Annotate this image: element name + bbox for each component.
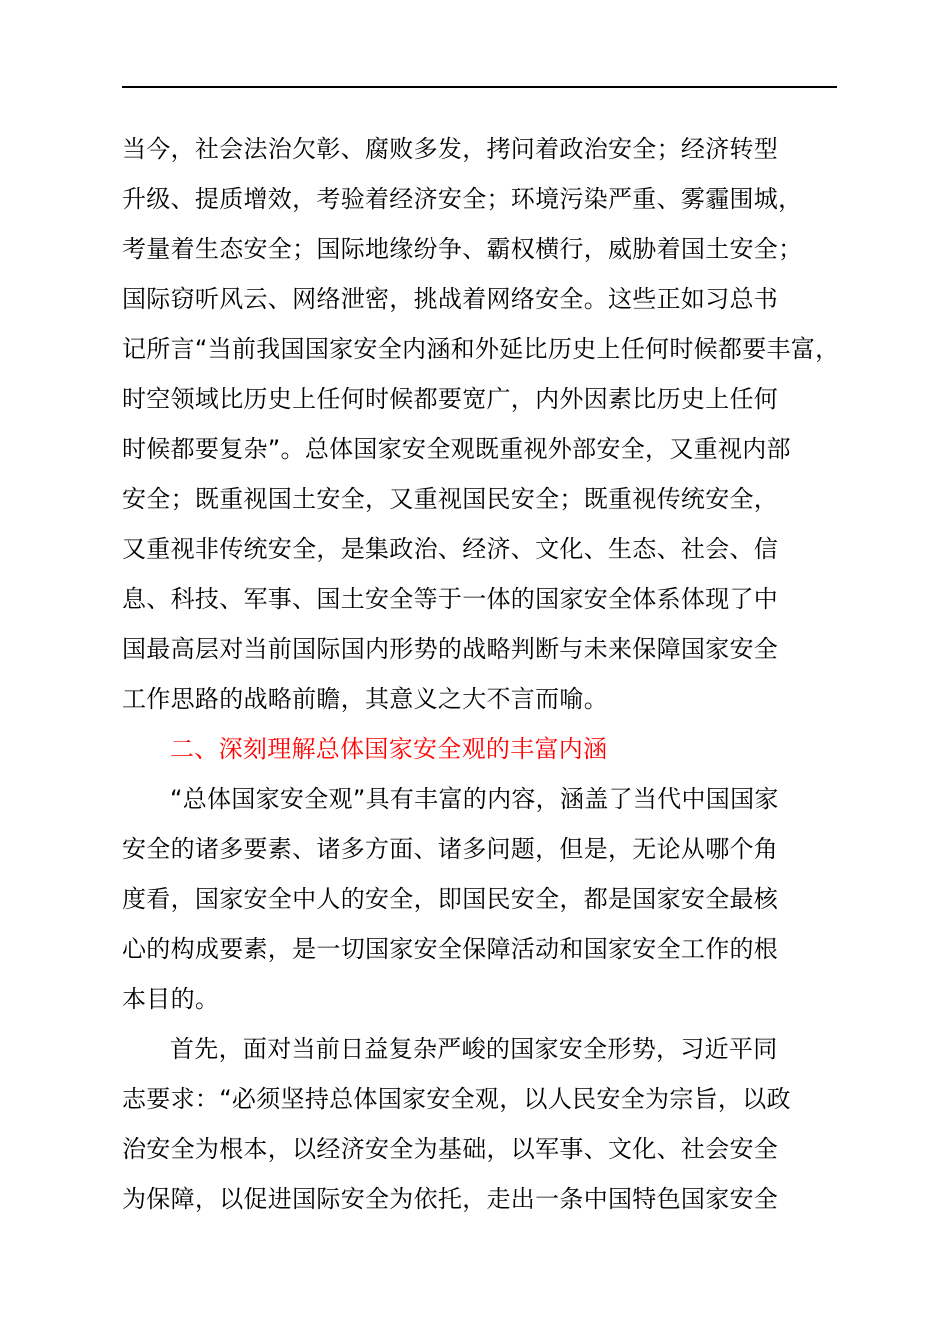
section-heading: 二、深刻理解总体国家安全观的丰富内涵 <box>170 735 608 763</box>
text-line: 工作思路的战略前瞻，其意义之大不言而喻。 <box>122 685 608 713</box>
text-line: 息、科技、军事、国土安全等于一体的国家安全体系体现了中 <box>122 585 779 613</box>
text-line: 安全的诸多要素、诸多方面、诸多问题，但是，无论从哪个角 <box>122 835 779 863</box>
text-line: 升级、提质增效，考验着经济安全；环境污染严重、雾霾围城， <box>122 185 803 213</box>
text-line: 治安全为根本，以经济安全为基础，以军事、文化、社会安全 <box>122 1135 779 1163</box>
text-line: 为保障，以促进国际安全为依托，走出一条中国特色国家安全 <box>122 1185 779 1213</box>
text-line: 时候都要复杂”。总体国家安全观既重视外部安全，又重视内部 <box>122 435 791 463</box>
text-line: 又重视非传统安全，是集政治、经济、文化、生态、社会、信 <box>122 535 779 563</box>
text-line: 志要求：“必须坚持总体国家安全观，以人民安全为宗旨，以政 <box>122 1085 791 1113</box>
text-line: 时空领域比历史上任何时候都要宽广，内外因素比历史上任何 <box>122 385 779 413</box>
header-rule <box>122 86 837 88</box>
document-body <box>122 124 862 1224</box>
text-line: 安全；既重视国土安全，又重视国民安全；既重视传统安全， <box>122 485 779 513</box>
text-line: 首先，面对当前日益复杂严峻的国家安全形势，习近平同 <box>170 1035 778 1063</box>
text-line: 记所言“当前我国国家安全内涵和外延比历史上任何时候都要丰富， <box>122 335 840 363</box>
text-line: 考量着生态安全；国际地缘纷争、霸权横行，威胁着国土安全； <box>122 235 803 263</box>
text-line: 国际窃听风云、网络泄密，挑战着网络安全。这些正如习总书 <box>122 285 779 313</box>
text-line: 度看，国家安全中人的安全，即国民安全，都是国家安全最核 <box>122 885 779 913</box>
text-line: “总体国家安全观”具有丰富的内容，涵盖了当代中国国家 <box>170 785 779 813</box>
text-line: 本目的。 <box>122 985 220 1013</box>
text-line: 心的构成要素，是一切国家安全保障活动和国家安全工作的根 <box>122 935 779 963</box>
text-line: 国最高层对当前国际国内形势的战略判断与未来保障国家安全 <box>122 635 779 663</box>
text-line: 当今，社会法治欠彰、腐败多发，拷问着政治安全；经济转型 <box>122 135 779 163</box>
